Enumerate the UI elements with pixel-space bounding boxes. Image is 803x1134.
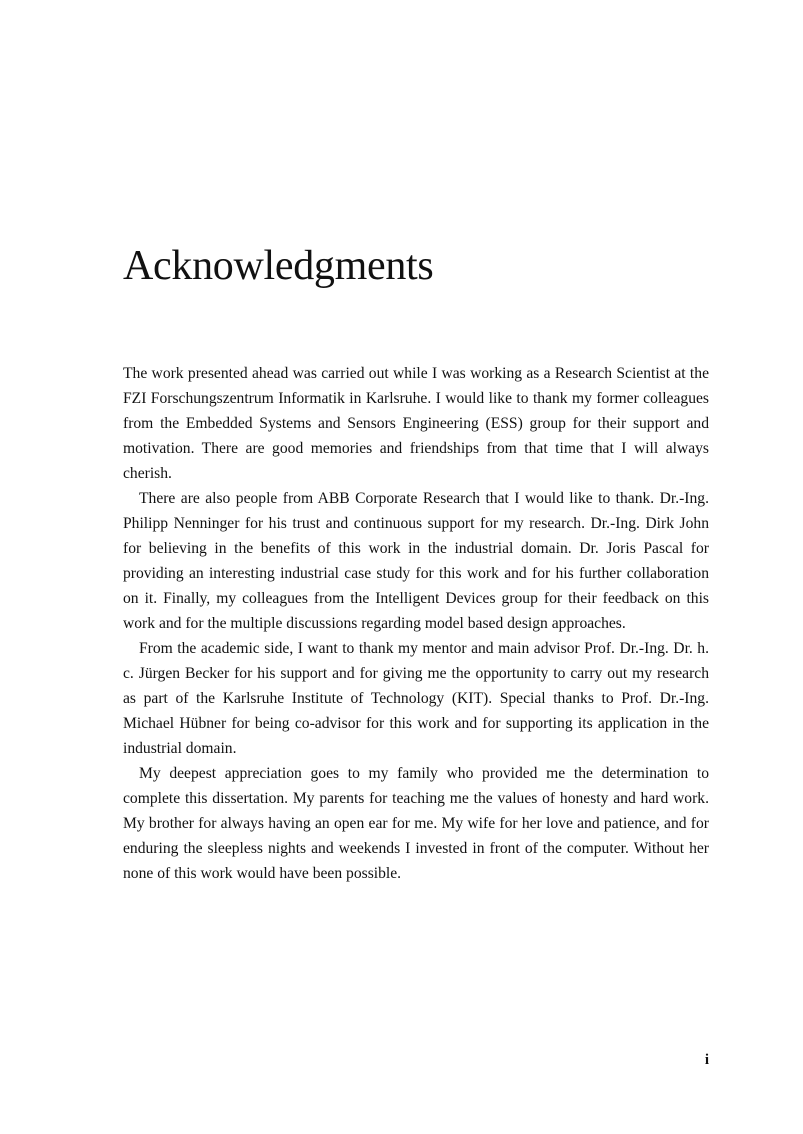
page-title: Acknowledgments	[123, 243, 434, 289]
paragraph-academic: From the academic side, I want to thank my mentor and main advisor Prof. Dr.-Ing. Dr. h. c. Jürgen Becker for his support and for giving me the opportunity to carry out my research as part of the Karlsruhe Institute of Technology (KIT). Special thanks to Prof. Dr.-Ing. Michael Hübner for being co-advisor for this work and for supporting its application in the industrial domain.	[123, 640, 709, 757]
paragraph-fzi: The work presented ahead was carried out while I was working as a Research Scientist at the FZI Forschungszentrum Informatik in Karlsruhe. I would like to thank my former colleagues from the Embedded Systems and Sensors Engineering (ESS) group for their support and motivation. There are good memories and friendships from that time that I will always cherish.	[123, 365, 709, 482]
paragraph-family: My deepest appreciation goes to my family who provided me the determination to complete this dissertation. My parents for teaching me the values of honesty and hard work. My brother for always having an open ear for me. My wife for her love and patience, and for enduring the sleepless nights and weekends I invested in front of the computer. Without her none of this work would have been possible.	[123, 765, 709, 882]
page-number: i	[704, 1052, 709, 1068]
acknowledgments-body	[123, 361, 709, 886]
paragraph-abb: There are also people from ABB Corporate Research that I would like to thank. Dr.-Ing. Philipp Nenninger for his trust and continuous support for my research. Dr.-Ing. Dirk John for believing in the benefits of this work in the industrial domain. Dr. Joris Pascal for providing an interesting industrial case study for this work and for his further collaboration on it. Finally, my colleagues from the Intelligent Devices group for their feedback on this work and for the multiple discussions regarding model based design approaches.	[123, 490, 709, 632]
